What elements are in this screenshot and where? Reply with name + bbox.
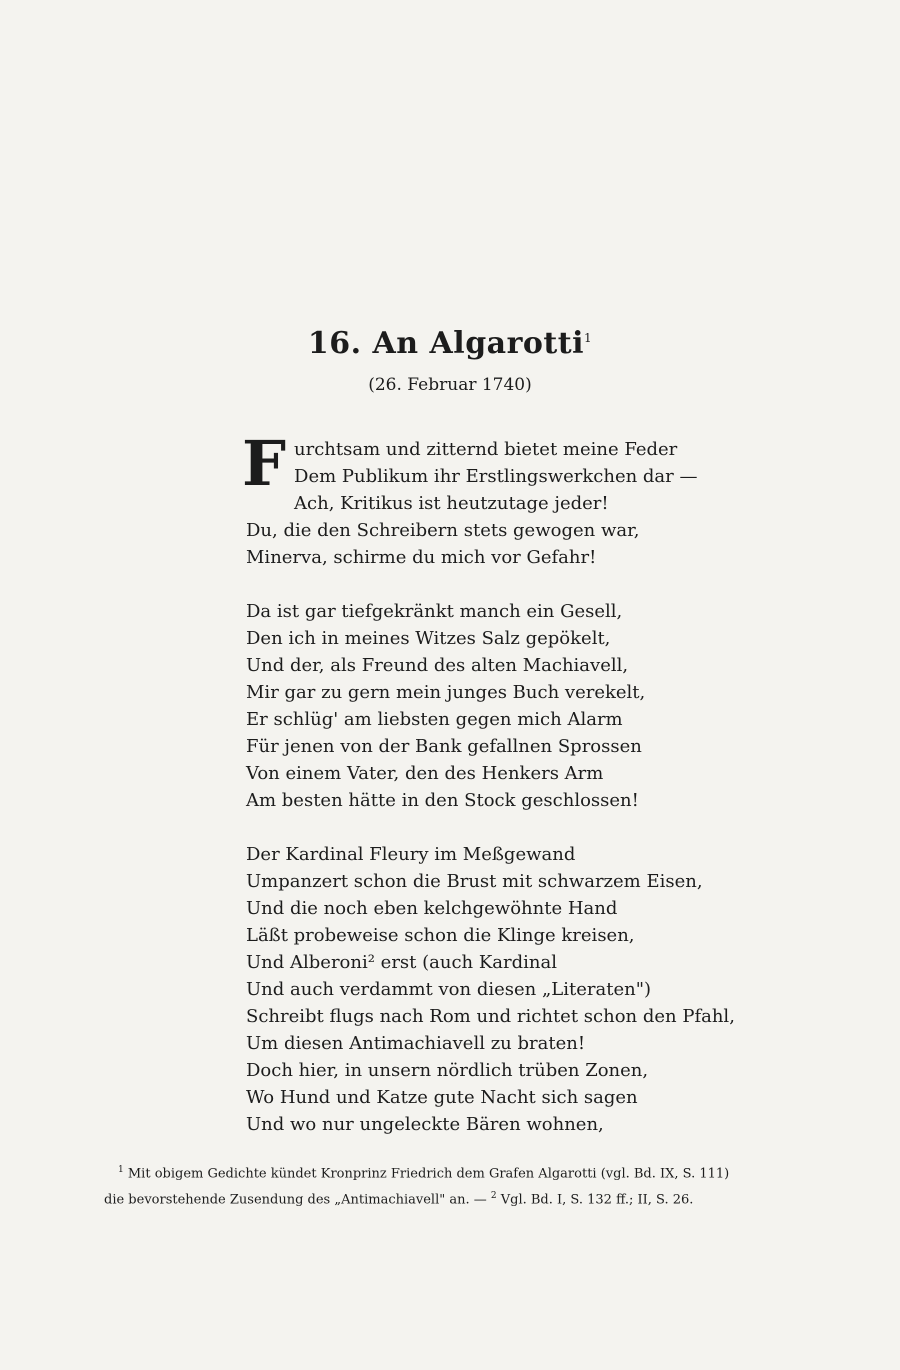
- poem-line: Und die noch eben kelchgewöhnte Hand: [246, 898, 618, 919]
- poem-line: Den ich in meines Witzes Salz gepökelt,: [246, 628, 611, 649]
- poem-line: Für jenen von der Bank gefallnen Sprossen: [246, 736, 642, 757]
- poem-line: Doch hier, in unsern nördlich trüben Zonen,: [246, 1060, 649, 1081]
- poem-date: (26. Februar 1740): [368, 375, 532, 395]
- poem-line: Ach, Kritikus ist heutzutage jeder!: [294, 493, 609, 514]
- poem-line: Um diesen Antimachiavell zu braten!: [246, 1033, 586, 1054]
- footnote-mark-1: 1: [118, 1165, 124, 1175]
- poem-line: Der Kardinal Fleury im Meßgewand: [246, 844, 576, 865]
- poem-number: 16.: [307, 326, 362, 361]
- poem-line: Und auch verdammt von diesen „Literaten"): [246, 979, 651, 1000]
- stanza-3: [246, 841, 735, 1138]
- poem-line: urchtsam und zitternd bietet meine Feder: [294, 439, 678, 460]
- poem-line: Am besten hätte in den Stock geschlossen!: [246, 790, 639, 811]
- poem-line: Minerva, schirme du mich vor Gefahr!: [246, 547, 597, 568]
- poem-line: Er schlüg' am liebsten gegen mich Alarm: [246, 709, 623, 730]
- poem-line: Da ist gar tiefgekränkt manch ein Gesell,: [246, 601, 623, 622]
- poem-body: [242, 427, 735, 1165]
- drop-cap: F: [242, 427, 287, 500]
- footnote-1-text-cont: die bevorstehende Zusendung des „Antimachiavell" an. —: [104, 1192, 487, 1208]
- stanza-2: [246, 598, 716, 814]
- poem-line: Du, die den Schreibern stets gewogen war,: [246, 520, 640, 541]
- poem-line: Von einem Vater, den des Henkers Arm: [246, 763, 604, 784]
- poem-title-text: An Algarotti: [372, 326, 585, 361]
- footnote-1-line-1: [104, 1159, 804, 1185]
- footnote-2-text: Vgl. Bd. I, S. 132 ff.; II, S. 26.: [500, 1192, 694, 1208]
- poem-line: Schreibt flugs nach Rom und richtet schon den Pfahl,: [246, 1006, 735, 1027]
- poem-line: Mir gar zu gern mein junges Buch verekelt,: [246, 682, 646, 703]
- poem-line: Dem Publikum ihr Erstlingswerkchen dar —: [294, 466, 698, 487]
- poem-line: Umpanzert schon die Brust mit schwarzem Eisen,: [246, 871, 703, 892]
- poem-line: Wo Hund und Katze gute Nacht sich sagen: [246, 1087, 638, 1108]
- footnote-ref-1: 1: [584, 331, 593, 345]
- poem-title: [0, 326, 900, 361]
- footnote-1-line-2: [104, 1185, 804, 1211]
- footnote-mark-2: 2: [490, 1191, 497, 1202]
- poem-line: Und Alberoni² erst (auch Kardinal: [246, 952, 558, 973]
- footnote-1-text: Mit obigem Gedichte kündet Kronprinz Friedrich dem Grafen Algarotti (vgl. Bd. IX, S. 111): [127, 1166, 730, 1182]
- poem-line: Und der, als Freund des alten Machiavell,: [246, 655, 629, 676]
- poem-line: Läßt probeweise schon die Klinge kreisen,: [246, 925, 635, 946]
- stanza-1: [242, 427, 716, 571]
- poem-line: Und wo nur ungeleckte Bären wohnen,: [246, 1114, 604, 1135]
- footnotes: [104, 1159, 804, 1212]
